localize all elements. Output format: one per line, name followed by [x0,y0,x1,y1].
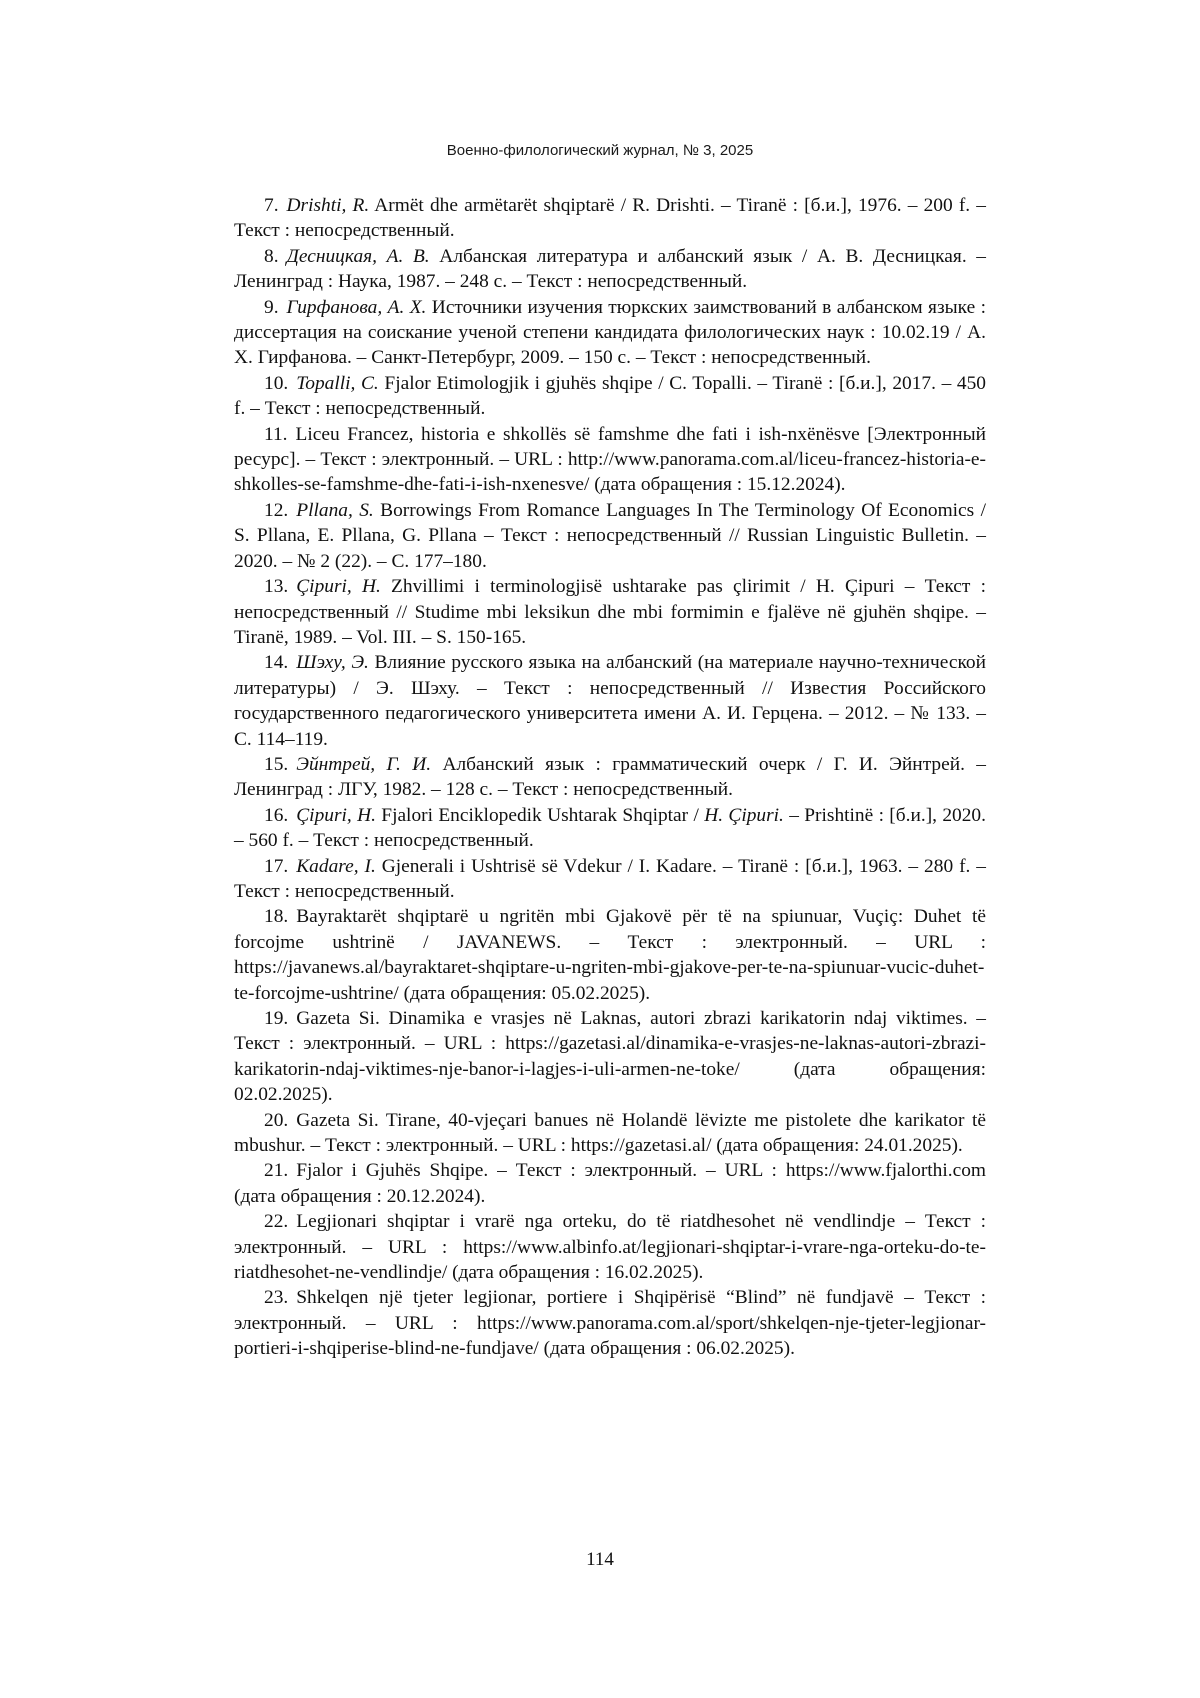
reference-text: Fjalori Enciklopedik Ushtarak Shqiptar / [375,804,705,826]
reference-item [234,295,986,371]
reference-item [234,650,986,752]
reference-number: 11. [264,423,288,445]
reference-number: 21. [264,1160,289,1182]
reference-number: 16. [264,804,289,826]
reference-text: Источники изучения тюркских заимствований в албанском языке : диссертация на соискание ученой степени кандидата филологических наук : 10.02.19 / А. Х. Гирфанова. – Санкт-Петербург, 2009. – 150 с. – Текст : непосредственный. [234,296,986,369]
reference-text-tail: – Prishtinë : [б.и.], 2020. – 560 f. – Текст : непосредственный. [234,804,986,852]
reference-text: Borrowings From Romance Languages In The Terminology Of Economics / S. Pllana, E. Pllana, G. Pllana – Текст : непосредственный // Russian Linguistic Bulletin. – 2020. – № 2 (22). – С. 177–180. [234,499,986,572]
reference-item [234,854,986,905]
running-header: Военно-филологический журнал, № 3, 2025 [446,142,754,159]
reference-number: 22. [264,1211,289,1233]
reference-author: Десницкая, А. В. [286,245,430,267]
reference-text: Zhvillimi i terminologjisë ushtarake pas çlirimit / H. Çipuri – Текст : непосредственный // Studime mbi leksikun dhe mbi formimin e fjalëve në gjuhën shqipe. – Tiranë, 1989. – Vol. III. – S. 150-165. [234,576,986,648]
page-number: 114 [586,1549,614,1570]
reference-text: Legjionari shqiptar i vrarë nga orteku, do të riatdhesohet në vendlindje – Текст : электронный. – URL : https://www.albinfo.at/legjionari-shqiptar-i-vrare-nga-orteku-do-te-riatdhesohet-ne-vendlindje/ (дата обращения : 16.02.2025). [234,1211,986,1284]
reference-item [234,371,986,422]
reference-number: 14. [264,652,289,674]
reference-number: 15. [264,753,289,775]
reference-item [234,422,986,498]
reference-author: Drishti, R. [286,195,370,216]
reference-item [234,1209,986,1285]
reference-number: 13. [264,576,289,598]
reference-text: Албанская литература и албанский язык / А. В. Десницкая. – Ленинград : Наука, 1987. – 248 с. – Текст : непосредственный. [234,245,986,293]
reference-number: 20. [264,1109,289,1131]
reference-item [234,752,986,803]
reference-number: 18. [264,906,289,928]
reference-author: Topalli, C. [296,372,379,394]
reference-author: Шэху, Э. [296,652,369,674]
reference-author: Çipuri, H. [296,804,376,826]
reference-text: Gazeta Si. Tirane, 40-vjeçari banues në Holandë lëvizte me pistolete dhe karikator të mbushur. – Текст : электронный. – URL : https://gazetasi.al/ (дата обращения: 24.01.2025). [234,1109,986,1157]
reference-item [234,904,986,1006]
reference-text: Fjalor i Gjuhës Shqipe. – Текст : электронный. – URL : https://www.fjalorthi.com (дата обращения : 20.12.2024). [234,1160,986,1207]
reference-author: Pllana, S. [296,499,374,521]
reference-text: Liceu Francez, historia e shkollës së famshme dhe fati i ish-nxënësve [Электронный ресурс]. – Текст : электронный. – URL : http://www.panorama.com.al/liceu-francez-historia-e-shkolles-se-famshme-dhe-fati-i-ish-nxenesve/ (дата обращения : 15.12.2024). [234,423,986,496]
reference-author: Гирфанова, А. Х. [286,296,427,318]
reference-number: 7. [264,195,279,216]
reference-number: 23. [264,1287,289,1309]
reference-author: Kadare, I. [296,855,376,877]
reference-text: Gjenerali i Ushtrisë së Vdekur / I. Kadare. – Tiranë : [б.и.], 1963. – 280 f. – Текст : непосредственный. [234,855,987,902]
reference-text: Armët dhe armëtarët shqiptarë / R. Drishti. – Tiranë : [б.и.], 1976. – 200 f. – Текст : непосредственный. [234,195,986,242]
reference-text: Shkelqen një tjeter legjionar, portiere i Shqipërisë “Blind” në fundjavë – Текст : электронный. – URL : https://www.panorama.com.al/sport/shkelqen-nje-tjeter-legjionar-portieri-i-shqiperise-blind-ne-fundjave/ (дата обращения : 06.02.2025). [234,1287,986,1360]
reference-text: Влияние русского языка на албанский (на материале научно-технической литературы) / Э. Шэху. – Текст : непосредственный // Известия Российского государственного педагогического университета имени А. И. Герцена. – 2012. – № 133. – С. 114–119. [234,652,987,750]
reference-item [234,1006,986,1108]
reference-number: 10. [264,372,289,394]
reference-number: 17. [264,855,289,877]
reference-number: 8. [264,245,279,267]
reference-number: 19. [264,1008,289,1029]
reference-number: 9. [264,296,279,318]
reference-item [234,1158,986,1209]
reference-text: Албанский язык : грамматический очерк / Г. И. Эйнтрей. – Ленинград : ЛГУ, 1982. – 128 с. – Текст : непосредственный. [234,753,986,801]
reference-item [234,574,986,650]
reference-item [234,1285,986,1361]
reference-number: 12. [264,499,289,521]
reference-text: Bayraktarët shqiptarë u ngritën mbi Gjakovë për të na spiunuar, Vuçiç: Duhet të forcojme ushtrinë / JAVANEWS. – Текст : электронный. – URL : https://javanews.al/bayraktaret-shqiptare-u-ngriten-mbi-gjakove-per-te-na-spiunuar-vucic-duhet-te-forcojme-ushtrine/ (дата обращения: 05.02.2025). [234,906,986,1004]
reference-item [234,803,986,854]
reference-text: Gazeta Si. Dinamika e vrasjes në Laknas, autori zbrazi karikatorin ndaj viktimes. – Текст : электронный. – URL : https://gazetasi.al/dinamika-e-vrasjes-ne-laknas-autori-zbrazi-karikatorin-ndaj-viktimes-nje-banor-i-lagjes-i-uli-armen-ne-toke/ (дата обращения: 02.02.2025). [234,1008,986,1106]
reference-author: Çipuri, H. [296,576,381,598]
reference-item [234,1108,986,1159]
reference-author: Эйнтрей, Г. И. [296,753,432,775]
reference-text: Fjalor Etimologjik i gjuhës shqipe / C. Topalli. – Tiranë : [б.и.], 2017. – 450 f. – Текст : непосредственный. [234,372,987,420]
reference-author-repeat: H. Çipuri. [704,804,784,826]
reference-item [234,498,986,574]
reference-item [234,193,986,244]
reference-item [234,244,986,295]
reference-list [234,193,986,1362]
